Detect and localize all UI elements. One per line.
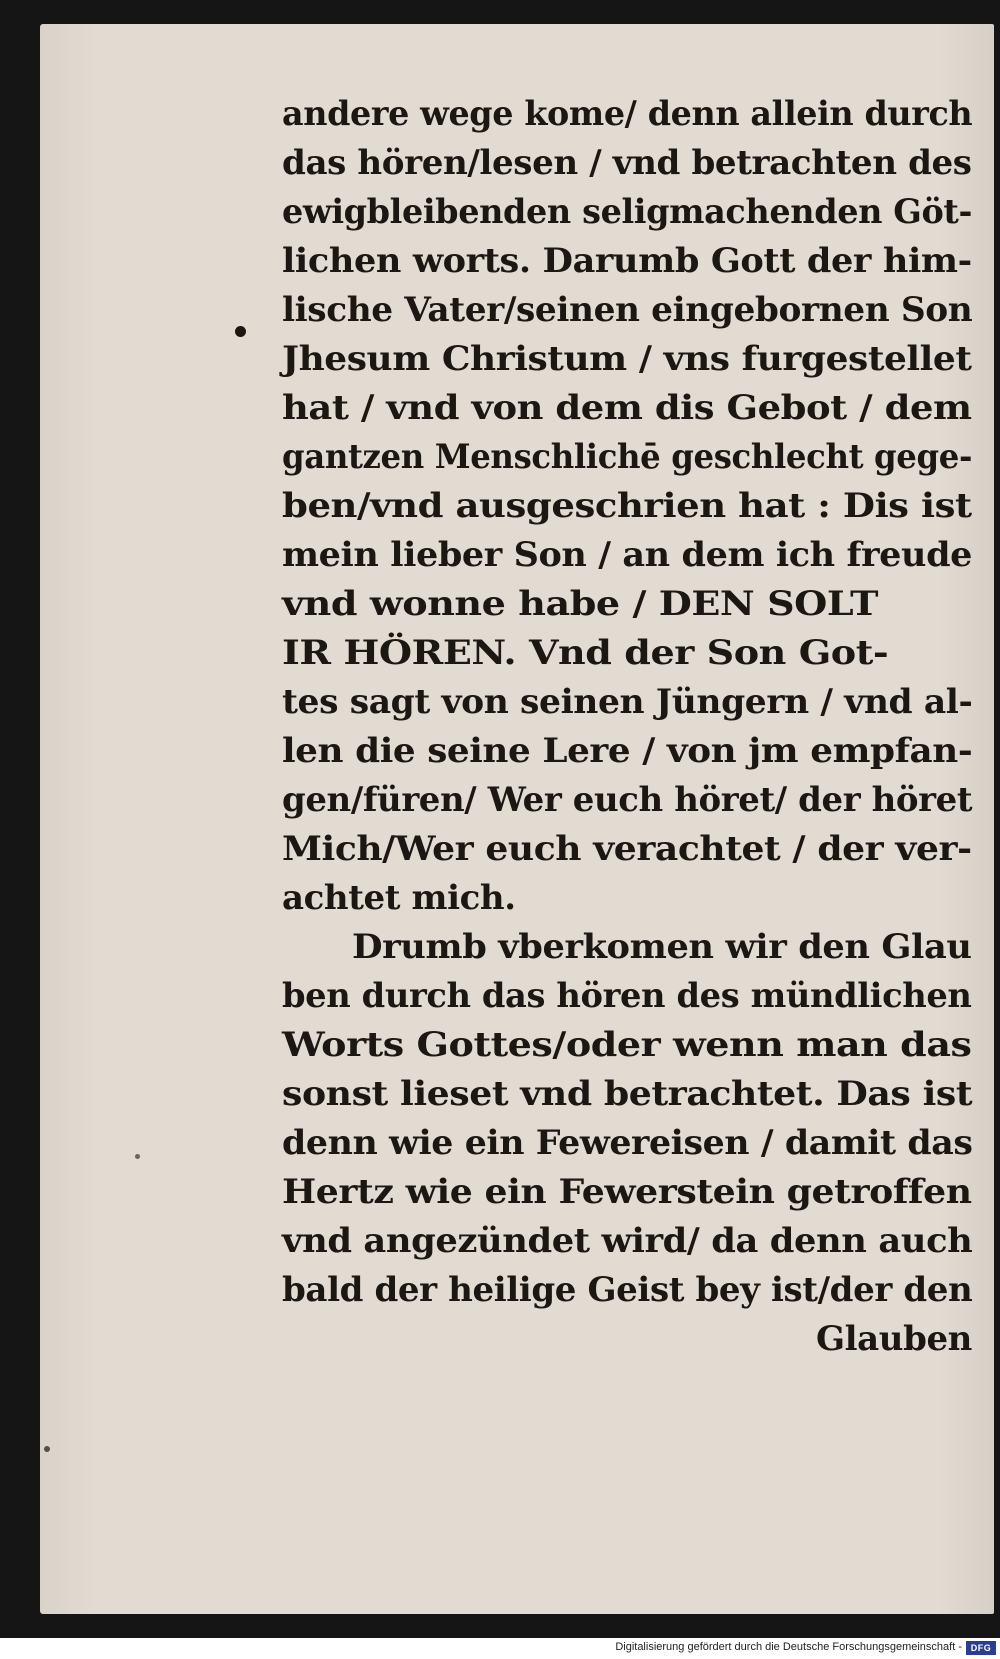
text-line-content: ben durch das hören des mündlichen: [282, 976, 972, 1016]
page-text: [282, 90, 972, 1364]
funding-credit: Digitalisierung gefördert durch die Deutsche Forschungsgemeinschaft -: [615, 1641, 962, 1653]
text-line: [282, 188, 972, 237]
text-line: [282, 1168, 972, 1217]
text-line-content: vnd angezündet wird/ da denn auch: [282, 1221, 973, 1261]
text-line: [282, 1021, 972, 1070]
catchword-line: [282, 1315, 972, 1364]
text-line: [282, 825, 972, 874]
text-line-content: bald der heilige Geist bey ist/der den: [282, 1270, 973, 1310]
text-line: [282, 139, 972, 188]
text-line-content: IR HÖREN. Vnd der Son Got-: [282, 633, 889, 673]
text-line-content: Hertz wie ein Fewerstein getroffen: [282, 1172, 972, 1212]
text-line: [282, 776, 972, 825]
text-line-content: Mich/Wer euch verachtet / der ver-: [282, 829, 972, 869]
text-line-content: Jhesum Christum / vns furgestellet: [282, 339, 972, 379]
text-line-content: tes sagt von seinen Jüngern / vnd al-: [282, 682, 973, 722]
text-line-content: Drumb vberkomen wir den Glau: [352, 927, 972, 967]
text-line: [282, 531, 972, 580]
text-line-content: achtet mich.: [282, 878, 516, 918]
text-line-content: mein lieber Son / an dem ich freude: [282, 535, 973, 575]
text-line: [282, 1217, 972, 1266]
text-line: [282, 384, 972, 433]
text-line-content: sonst lieset vnd betrachtet. Das ist: [282, 1074, 973, 1114]
text-line-content: len die seine Lere / von jm empfan-: [282, 731, 973, 771]
text-line-content: gen/füren/ Wer euch höret/ der höret: [282, 780, 973, 820]
text-line: [282, 335, 972, 384]
text-line: [282, 580, 972, 629]
margin-speck: [135, 1154, 140, 1159]
catchword: Glauben: [815, 1319, 972, 1359]
text-line-content: andere wege kome/ denn allein durch: [282, 94, 973, 134]
text-line: [282, 1070, 972, 1119]
digitization-footer: [0, 1638, 1000, 1659]
text-line: [282, 874, 972, 923]
text-line: [282, 433, 972, 482]
text-line-content: hat / vnd von dem dis Gebot / dem: [282, 388, 972, 428]
text-line-content: Worts Gottes/oder wenn man das: [282, 1025, 972, 1065]
margin-mark: [235, 326, 246, 337]
text-line: [282, 237, 972, 286]
text-line-content: gantzen Menschlichē geschlecht gege-: [282, 437, 973, 477]
text-line: [282, 1119, 972, 1168]
text-line-content: das hören/lesen / vnd betrachten des: [282, 143, 972, 183]
margin-speck: [44, 1446, 50, 1452]
text-line: [282, 90, 972, 139]
text-line: [282, 286, 972, 335]
dfg-logo: DFG: [966, 1641, 996, 1655]
text-line-content: vnd wonne habe / DEN SOLT: [282, 584, 878, 624]
text-line: [282, 1266, 972, 1315]
text-line: [282, 678, 972, 727]
text-line-content: ewigbleibenden seligmachenden Göt-: [282, 192, 972, 232]
text-line: [282, 972, 972, 1021]
text-line: [282, 482, 972, 531]
text-line: [282, 629, 972, 678]
text-line-indented: [282, 923, 972, 972]
text-line-content: lische Vater/seinen eingebornen Son: [282, 290, 973, 330]
text-line-content: lichen worts. Darumb Gott der him-: [282, 241, 972, 281]
text-line-content: ben/vnd ausgeschrien hat : Dis ist: [282, 486, 972, 526]
text-line-content: denn wie ein Fewereisen / damit das: [282, 1123, 973, 1163]
text-line: [282, 727, 972, 776]
